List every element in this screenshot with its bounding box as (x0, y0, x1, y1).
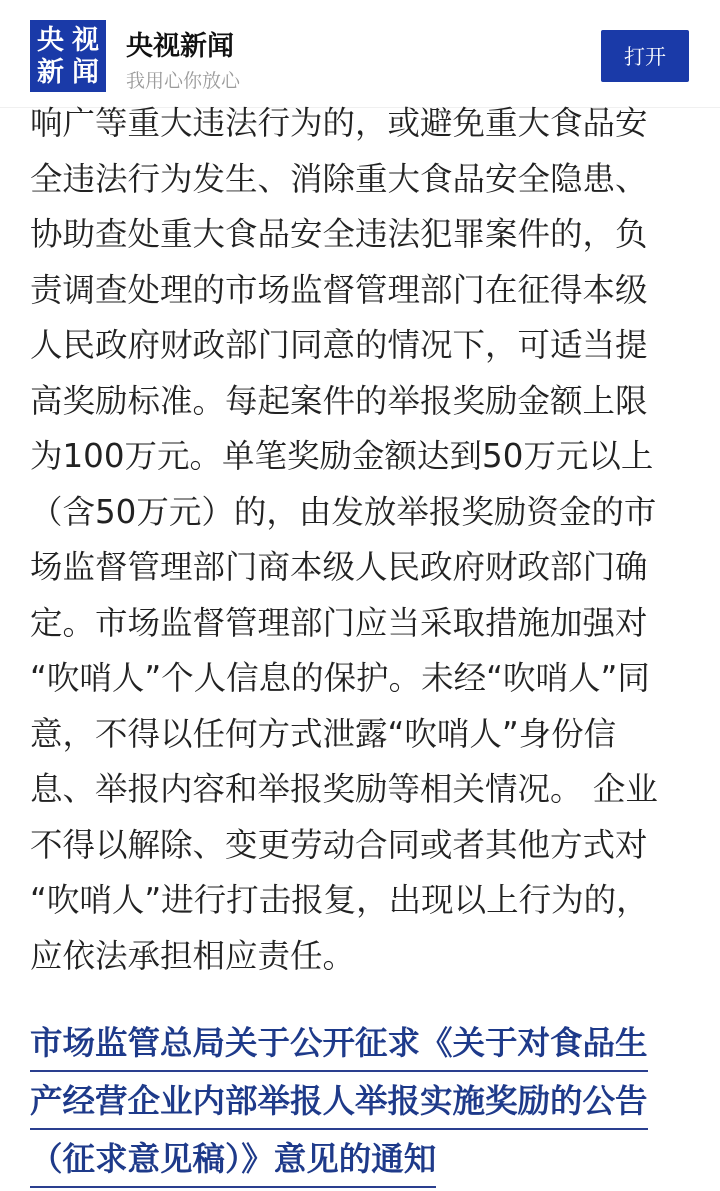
related-link-line[interactable]: （征求意见稿）》意见的通知 (30, 1132, 436, 1188)
open-app-button[interactable]: 打开 (601, 30, 689, 82)
article-line: 高奖励标准。每起案件的举报奖励金额上限 (30, 381, 648, 420)
article-line: 不得以解除、变更劳动合同或者其他方式对 (30, 825, 648, 864)
related-link-line[interactable]: 市场监管总局关于公开征求《关于对食品生 (30, 1016, 648, 1072)
logo-char: 央 (37, 24, 64, 56)
logo-char: 新 (37, 56, 64, 88)
article-line: 定。市场监督管理部门应当采取措施加强对 (30, 603, 648, 642)
app-header (0, 0, 720, 108)
related-article-link[interactable] (30, 1016, 695, 1188)
article-line: 为100万元。单笔奖励金额达到50万元以上 (30, 437, 654, 475)
related-link-line[interactable]: 产经营企业内部举报人举报实施奖励的公告 (30, 1074, 648, 1130)
article-line: 息、举报内容和举报奖励等相关情况。 企业 (30, 770, 658, 808)
article-line: 响广等重大违法行为的，或避免重大食品安 (30, 104, 648, 142)
article-line: 协助查处重大食品安全违法犯罪案件的，负 (30, 215, 648, 253)
article-line: 人民政府财政部门同意的情况下，可适当提 (30, 326, 648, 364)
article-line: “吹哨人”进行打击报复，出现以上行为的， (30, 881, 649, 919)
article-body (30, 96, 695, 984)
article-line: “吹哨人”个人信息的保护。未经“吹哨人”同 (30, 659, 650, 697)
article-line: 应依法承担相应责任。 (30, 936, 356, 975)
article-line: 意，不得以任何方式泄露“吹哨人”身份信 (30, 714, 617, 753)
cctv-news-logo[interactable] (30, 20, 106, 92)
article-line: 全违法行为发生、消除重大食品安全隐患、 (30, 159, 648, 198)
app-slogan: 我用心你放心 (126, 70, 241, 92)
logo-char: 闻 (72, 56, 99, 88)
app-name: 央视新闻 (126, 31, 234, 62)
article-line: 责调查处理的市场监督管理部门在征得本级 (30, 270, 648, 309)
article-line: 场监督管理部门商本级人民政府财政部门确 (30, 548, 648, 586)
logo-char: 视 (72, 24, 99, 56)
article-line: （含50万元）的，由发放举报奖励资金的市 (30, 492, 657, 531)
